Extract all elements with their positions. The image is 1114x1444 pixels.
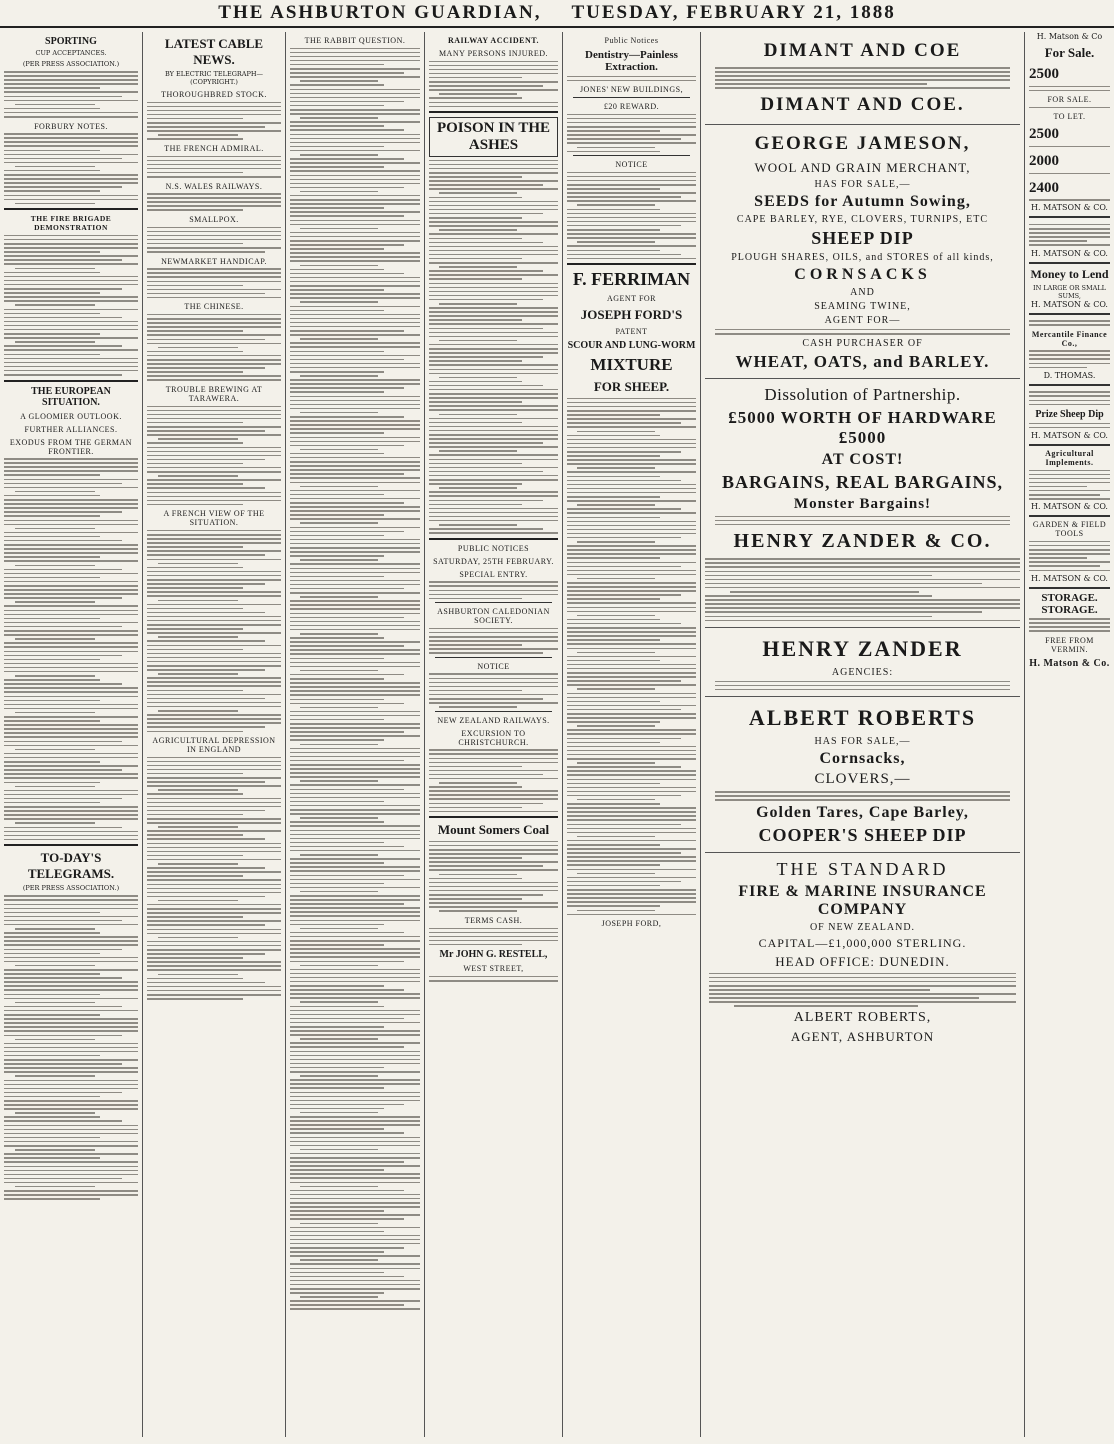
advert-text — [429, 841, 558, 912]
prize-sheep-dip: Prize Sheep Dip — [1035, 409, 1104, 421]
column-5 — [563, 32, 701, 1437]
article-text — [147, 406, 281, 506]
article-text — [147, 314, 281, 381]
headline-notice: NOTICE — [615, 160, 648, 170]
albert-roberts: ALBERT ROBERTS — [748, 705, 977, 731]
large-small-sums: IN LARGE OR SMALL SUMS, — [1033, 283, 1106, 300]
albert-roberts-agent: ALBERT ROBERTS, — [793, 1009, 932, 1025]
headline-forbury: FORBURY NOTES. — [34, 121, 108, 131]
to-let: TO LET. — [1053, 112, 1086, 122]
for-sale-2: FOR SALE. — [1047, 95, 1092, 105]
matson-signoff: H. MATSON & CO. — [1031, 573, 1108, 583]
headline-newmarket: NEWMARKET HANDICAP. — [161, 256, 267, 266]
masthead — [0, 0, 1114, 28]
head-office: HEAD OFFICE: DUNEDIN. — [775, 953, 950, 969]
advertiser-name: Mr JOHN G. RESTELL, — [439, 949, 548, 961]
has-for-sale: HAS FOR SALE,— — [814, 178, 911, 190]
matson-final: H. Matson & Co. — [1029, 657, 1110, 669]
notice-text — [429, 749, 558, 812]
notice-text — [429, 628, 558, 654]
article-text — [147, 757, 281, 1000]
headline-mount-somers-coal: Mount Somers Coal — [437, 822, 550, 838]
advert-text — [567, 398, 696, 915]
standard-insurance-advert — [705, 853, 1020, 1051]
matson-signoff: H. MATSON & CO. — [1031, 248, 1108, 258]
acreage-number: 2400 — [1029, 179, 1059, 196]
article-text — [429, 61, 558, 108]
henry-zander-agencies — [705, 628, 1020, 697]
headline-nsw-railways: N.S. WALES RAILWAYS. — [165, 181, 263, 191]
notice-text — [429, 673, 558, 707]
cornsacks: CORNSACKS — [794, 265, 931, 283]
seed-list: CAPE BARLEY, RYE, CLOVERS, TURNIPS, ETC — [736, 213, 989, 225]
headline-tarawera: TROUBLE BREWING AT TARAWERA. — [165, 384, 263, 403]
advert-text — [429, 928, 558, 946]
headline-rabbit-question: THE RABBIT QUESTION. — [304, 36, 406, 45]
column-1 — [0, 32, 143, 1437]
headline-telegrams: TO-DAY'S TELEGRAMS. — [27, 850, 115, 882]
subhead: EXCURSION TO CHRISTCHURCH. — [458, 728, 529, 747]
dimant-coe-advert — [705, 32, 1020, 125]
golden-tares: Golden Tares, Cape Barley, — [756, 803, 969, 821]
headline-french-admiral: THE FRENCH ADMIRAL. — [164, 143, 264, 153]
headline-reward: £20 REWARD. — [603, 102, 660, 112]
of-new-zealand: OF NEW ZEALAND. — [809, 921, 916, 933]
column-3 — [286, 32, 425, 1437]
notice-text — [429, 581, 558, 599]
headline-notice: NOTICE — [477, 661, 510, 671]
albert-roberts-advert — [705, 697, 1020, 853]
headline-caledonian: ASHBURTON CALEDONIAN SOCIETY. — [437, 607, 550, 626]
subhead: EXODUS FROM THE GERMAN FRONTIER. — [9, 437, 133, 456]
at-cost: AT COST! — [821, 450, 904, 468]
article-text — [4, 71, 138, 118]
seeds-autumn: SEEDS for Autumn Sowing, — [754, 192, 971, 210]
matson-signoff: H. MATSON & CO. — [1031, 430, 1108, 440]
agent-ashburton: AGENT, ASHBURTON — [790, 1028, 935, 1044]
scour-lungworm: SCOUR AND LUNG-WORM — [567, 340, 696, 352]
article-text — [147, 156, 281, 178]
column-7 — [1025, 32, 1114, 1437]
headline-smallpox: SMALLPOX. — [189, 214, 239, 224]
cash-purchaser: CASH PURCHASER OF — [802, 337, 923, 349]
article-text — [147, 268, 281, 298]
for-sheep: FOR SHEEP. — [593, 379, 670, 395]
agent-for: AGENT FOR — [606, 294, 657, 304]
subhead: CUP ACCEPTANCES. — [35, 49, 107, 57]
headline-ferriman: F. FERRIMAN — [572, 269, 691, 290]
capital: CAPITAL—£1,000,000 STERLING. — [758, 935, 967, 950]
monster-bargains: Monster Bargains! — [793, 495, 932, 512]
notice-text — [567, 114, 696, 152]
garden-field-tools: GARDEN & FIELD TOOLS — [1029, 515, 1110, 538]
notice-text — [567, 172, 696, 259]
headline-thoroughbred: THOROUGHBRED STOCK. — [161, 90, 267, 99]
has-for-sale: HAS FOR SALE,— — [814, 736, 911, 748]
cornsacks: Cornsacks, — [819, 750, 906, 768]
headline-cable-news: LATEST CABLE NEWS. — [164, 36, 264, 67]
coopers-sheep-dip: COOPER'S SHEEP DIP — [758, 824, 967, 845]
seaming-twine: SEAMING TWINE, — [814, 300, 911, 312]
article-text — [4, 235, 138, 376]
article-text — [290, 48, 420, 1310]
article-text — [4, 895, 138, 1199]
headline-poison-ashes: POISON IN THE ASHES — [429, 117, 558, 157]
headline-nz-railways: NEW ZEALAND RAILWAYS. — [437, 715, 550, 725]
issue-date: TUESDAY, FEBRUARY 21, 1888 — [571, 2, 896, 23]
article-text — [429, 160, 558, 534]
article-text — [147, 193, 281, 211]
joseph-fords: JOSEPH FORD'S — [580, 307, 683, 323]
headline-dentistry: Dentistry—Painless Extraction. — [585, 49, 678, 73]
subhead: A GLOOMIER OUTLOOK. — [20, 411, 122, 421]
matson-signoff: H. MATSON & CO. — [1031, 502, 1108, 512]
article-text — [147, 530, 281, 732]
free-from-vermin: FREE FROM VERMIN. — [1045, 635, 1094, 654]
mixture: MIXTURE — [590, 355, 673, 375]
headline-agricultural-depression: AGRICULTURAL DEPRESSION IN ENGLAND — [152, 736, 276, 754]
headline-european: THE EUROPEAN SITUATION. — [31, 385, 111, 408]
agricultural-implements: Agricultural Implements. — [1029, 444, 1110, 467]
the-standard: THE STANDARD — [776, 858, 949, 879]
subhead: BY ELECTRIC TELEGRAPH—(COPYRIGHT.) — [164, 70, 264, 86]
fire-marine: FIRE & MARINE INSURANCE COMPANY — [738, 882, 987, 918]
matson-header: H. Matson & Co — [1036, 32, 1103, 41]
article-text — [147, 227, 281, 253]
storage: STORAGE. STORAGE. — [1029, 587, 1110, 616]
henry-zander-co: HENRY ZANDER & CO. — [733, 530, 992, 553]
advert-text — [429, 976, 558, 982]
headline-public-notices: Public Notices — [604, 36, 659, 45]
terms-cash: TERMS CASH. — [464, 915, 523, 925]
press-association-credit: (PER PRESS ASSOCIATION.) — [22, 60, 120, 68]
dissolution-advert — [705, 379, 1020, 628]
advert-text — [567, 76, 696, 82]
agencies-label: AGENCIES: — [831, 666, 894, 678]
d-thomas: D. THOMAS. — [1043, 370, 1096, 380]
george-jameson-advert — [705, 125, 1020, 379]
acreage-number: 2500 — [1029, 126, 1059, 143]
column-6-advertisements — [701, 32, 1025, 1437]
stores-list: PLOUGH SHARES, OILS, and STORES of all kinds, — [731, 251, 994, 263]
headline-fire-brigade: THE FIRE BRIGADE DEMONSTRATION — [30, 214, 112, 233]
matson-signoff: H. MATSON & CO. — [1031, 203, 1108, 213]
hardware-offer: £5000 WORTH OF HARDWARE £5000 — [728, 407, 997, 447]
article-text — [4, 458, 138, 840]
clovers: CLOVERS,— — [814, 771, 911, 788]
advertiser-name: JOSEPH FORD, — [601, 919, 662, 929]
henry-zander: HENRY ZANDER — [762, 635, 963, 661]
dimant-coe-signoff: DIMANT AND COE. — [760, 93, 965, 115]
bargains: BARGAINS, REAL BARGAINS, — [721, 471, 1004, 492]
headline-railway-accident: RAILWAY ACCIDENT. — [447, 36, 540, 45]
subhead: SATURDAY, 25TH FEBRUARY. — [433, 556, 554, 566]
headline-public-notices: PUBLIC NOTICES — [457, 543, 530, 553]
headline-french-view: A FRENCH VIEW OF THE SITUATION. — [163, 509, 265, 528]
sheep-dip: SHEEP DIP — [811, 227, 914, 248]
subhead: MANY PERSONS INJURED. — [438, 49, 549, 58]
acreage-number: 2000 — [1029, 152, 1059, 169]
dissolution-title: Dissolution of Partnership. — [764, 384, 961, 404]
article-text — [4, 133, 138, 204]
acreage-number: 2500 — [1029, 66, 1059, 82]
subhead: SPECIAL ENTRY. — [459, 569, 528, 579]
advertiser-address: WEST STREET, — [463, 964, 524, 974]
patent: PATENT — [615, 327, 648, 337]
column-2 — [143, 32, 286, 1437]
agent-for: AGENT FOR— — [824, 314, 901, 326]
for-sale: For Sale. — [1044, 45, 1095, 60]
matson-signoff: H. MATSON & CO. — [1031, 299, 1108, 309]
article-text — [147, 102, 281, 140]
headline-chinese: THE CHINESE. — [184, 302, 244, 312]
jameson-title: GEORGE JAMESON, — [754, 132, 971, 154]
jameson-trade: WOOL AND GRAIN MERCHANT, — [754, 159, 971, 175]
mercantile-finance: Mercantile Finance Co., — [1031, 329, 1108, 348]
subhead: FURTHER ALLIANCES. — [24, 424, 118, 434]
subhead: JONES' NEW BUILDINGS, — [579, 85, 684, 95]
headline-sporting: SPORTING — [45, 36, 97, 47]
newspaper-title: THE ASHBURTON GUARDIAN, — [218, 2, 542, 23]
and-text: AND — [850, 286, 875, 298]
wheat-oats-barley: WHEAT, OATS, and BARLEY. — [735, 351, 990, 371]
column-4 — [425, 32, 563, 1437]
press-association-credit: (PER PRESS ASSOCIATION.) — [22, 884, 120, 893]
dimant-coe-title: DIMANT AND COE — [763, 40, 962, 61]
money-to-lend: Money to Lend — [1029, 262, 1110, 282]
